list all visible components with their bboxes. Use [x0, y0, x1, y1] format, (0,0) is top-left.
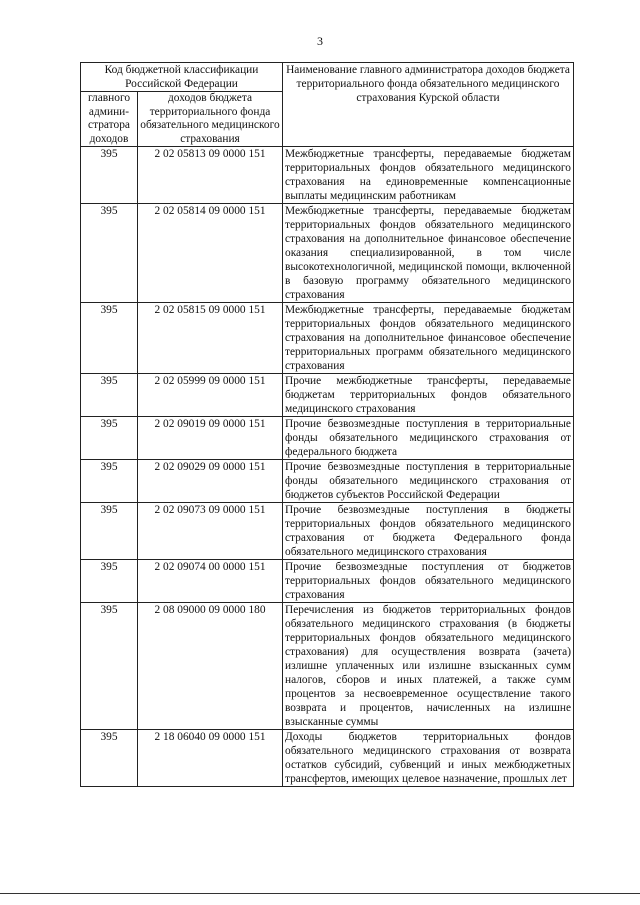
header-main-administrator: главного админи-стратора доходов: [81, 92, 138, 147]
administrator-code-cell: 395: [81, 560, 138, 603]
header-classification-code: Код бюджетной классификации Российской Федерации: [81, 63, 283, 92]
income-name-cell: Межбюджетные трансферты, передаваемые бюджетам территориальных фондов обязательного медицинского страхования на единовременные компенсационные выплаты медицинским работникам: [283, 147, 574, 204]
income-name-cell: Прочие безвозмездные поступления в территориальные фонды обязательного медицинского страхования от федерального бюджета: [283, 417, 574, 460]
administrator-code-cell: 395: [81, 417, 138, 460]
budget-code-cell: 2 02 09029 09 0000 151: [138, 460, 283, 503]
budget-code-cell: 2 02 05814 09 0000 151: [138, 204, 283, 303]
income-name-cell: Прочие межбюджетные трансферты, передаваемые бюджетам территориальных фондов обязательного медицинского страхования: [283, 374, 574, 417]
administrator-code-cell: 395: [81, 204, 138, 303]
table-row: [81, 460, 574, 503]
administrator-code-cell: 395: [81, 730, 138, 787]
table-row: [81, 147, 574, 204]
budget-code-cell: 2 02 05999 09 0000 151: [138, 374, 283, 417]
income-name-cell: Перечисления из бюджетов территориальных фондов обязательного медицинского страхования (в бюджеты территориальных фондов обязательного медицинского страхования) для осуществления возврата (зачета) излишне уплаченных или излишне взысканных сумм налогов, сборов и иных платежей, а также сумм процентов за несвоевременное осуществление такого возврата и процентов, начисленных на излишне взысканные суммы: [283, 603, 574, 730]
administrator-code-cell: 395: [81, 303, 138, 374]
income-name-cell: Доходы бюджетов территориальных фондов обязательного медицинского страхования от возврата остатков субсидий, субвенций и иных межбюджетных трансфертов, имеющих целевое назначение, прошлых лет: [283, 730, 574, 787]
table-row: [81, 503, 574, 560]
table-row: [81, 374, 574, 417]
budget-code-cell: 2 18 06040 09 0000 151: [138, 730, 283, 787]
header-administrator-name: Наименование главного администратора доходов бюджета территориального фонда обязательного медицинского страхования Курской области: [283, 63, 574, 147]
table-row: [81, 303, 574, 374]
table-header: [81, 63, 574, 147]
administrator-code-cell: 395: [81, 603, 138, 730]
income-name-cell: Прочие безвозмездные поступления в территориальные фонды обязательного медицинского страхования от бюджетов субъектов Российской Федерации: [283, 460, 574, 503]
income-name-cell: Межбюджетные трансферты, передаваемые бюджетам территориальных фондов обязательного медицинского страхования на дополнительное финансовое обеспечение территориальных программ обязательного медицинского страхования: [283, 303, 574, 374]
budget-code-cell: 2 02 05815 09 0000 151: [138, 303, 283, 374]
administrator-code-cell: 395: [81, 147, 138, 204]
administrator-code-cell: 395: [81, 460, 138, 503]
budget-code-cell: 2 02 09073 09 0000 151: [138, 503, 283, 560]
budget-code-cell: 2 02 05813 09 0000 151: [138, 147, 283, 204]
budget-code-cell: 2 02 09074 00 0000 151: [138, 560, 283, 603]
income-name-cell: Межбюджетные трансферты, передаваемые бюджетам территориальных фондов обязательного медицинского страхования на дополнительное финансовое обеспечение оказания специализированной, в том числе высокотехнологичной, медицинской помощи, включенной в базовую программу обязательного медицинского страхования: [283, 204, 574, 303]
table-row: [81, 603, 574, 730]
table-row: [81, 560, 574, 603]
table-row: [81, 204, 574, 303]
header-income-code: доходов бюджета территориального фонда обязательного медицинского страхования: [138, 92, 283, 147]
table-row: [81, 730, 574, 787]
budget-classification-table: [80, 62, 574, 787]
budget-code-cell: 2 08 09000 09 0000 180: [138, 603, 283, 730]
table-body: [81, 147, 574, 787]
income-name-cell: Прочие безвозмездные поступления от бюджетов территориальных фондов обязательного медицинского страхования: [283, 560, 574, 603]
income-name-cell: Прочие безвозмездные поступления в бюджеты территориальных фондов обязательного медицинского страхования от бюджета Федерального фонда обязательного медицинского страхования: [283, 503, 574, 560]
budget-code-cell: 2 02 09019 09 0000 151: [138, 417, 283, 460]
administrator-code-cell: 395: [81, 503, 138, 560]
administrator-code-cell: 395: [81, 374, 138, 417]
table-row: [81, 417, 574, 460]
page-bottom-rule: [0, 893, 640, 894]
page-number: 3: [317, 34, 323, 48]
